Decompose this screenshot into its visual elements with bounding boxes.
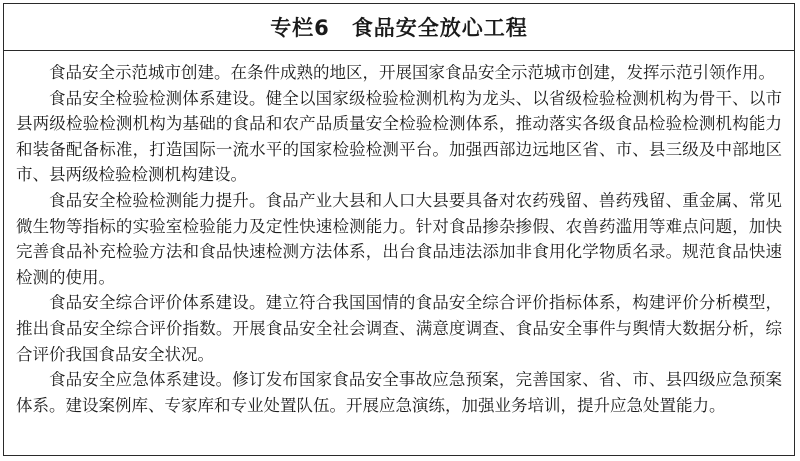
paragraph-text: 健全以国家级检验检测机构为龙头、以省级检验检测机构为骨干、以市县两级检验检测机构为基础的食品和农产品质量安全检验检测体系，推动落实各级食品检验检测机构能力和装备配备标准，打造国际一流水平的国家检验检测平台。加强西部边远地区省、市、县三级及中部地区市、县两级检验检测机构建设。 xyxy=(16,88,783,185)
column-label: 专栏6 xyxy=(270,16,330,40)
paragraph-testing-capacity xyxy=(16,188,782,290)
paragraph-lead: 食品安全应急体系建设。 xyxy=(49,370,233,390)
paragraph-emergency-system xyxy=(16,367,782,418)
paragraph-text: 修订发布国家食品安全事故应急预案，完善国家、省、市、县四级应急预案体系。建设案例库、专家库和专业处置队伍。开展应急演练，加强业务培训，提升应急处置能力。 xyxy=(16,370,783,415)
paragraph-lead: 食品安全示范城市创建。 xyxy=(49,63,231,82)
column-title-bar xyxy=(4,4,794,51)
paragraph-evaluation-system xyxy=(16,290,782,367)
paragraph-text: 建立符合我国国情的食品安全综合评价指标体系，构建评价分析模型，推出食品安全综合评价指数。开展食品安全社会调查、满意度调查、食品安全事件与舆情大数据分析，综合评价我国食品安全状况。 xyxy=(16,293,783,364)
column-title: 食品安全放心工程 xyxy=(351,16,528,40)
paragraph-testing-system xyxy=(16,86,782,188)
paragraph-lead: 食品安全检验检测能力提升。 xyxy=(49,190,266,210)
paragraph-lead: 食品安全检验检测体系建设。 xyxy=(49,88,266,108)
paragraph-text: 在条件成熟的地区，开展国家食品安全示范城市创建，发挥示范引领作用。 xyxy=(230,63,775,82)
paragraph-lead: 食品安全综合评价体系建设。 xyxy=(49,293,266,313)
column-box xyxy=(3,3,795,456)
paragraph-text: 食品产业大县和人口大县要具备对农药残留、兽药残留、重金属、常见微生物等指标的实验室检验能力及定性快速检测能力。针对食品掺杂掺假、农兽药滥用等难点问题，加快完善食品补充检验方法和食品快速检测方法体系，出台食品违法添加非食用化学物质名录。规范食品快速检测的使用。 xyxy=(16,190,783,287)
paragraph-demonstration-city xyxy=(16,60,782,86)
column-body xyxy=(4,51,794,418)
